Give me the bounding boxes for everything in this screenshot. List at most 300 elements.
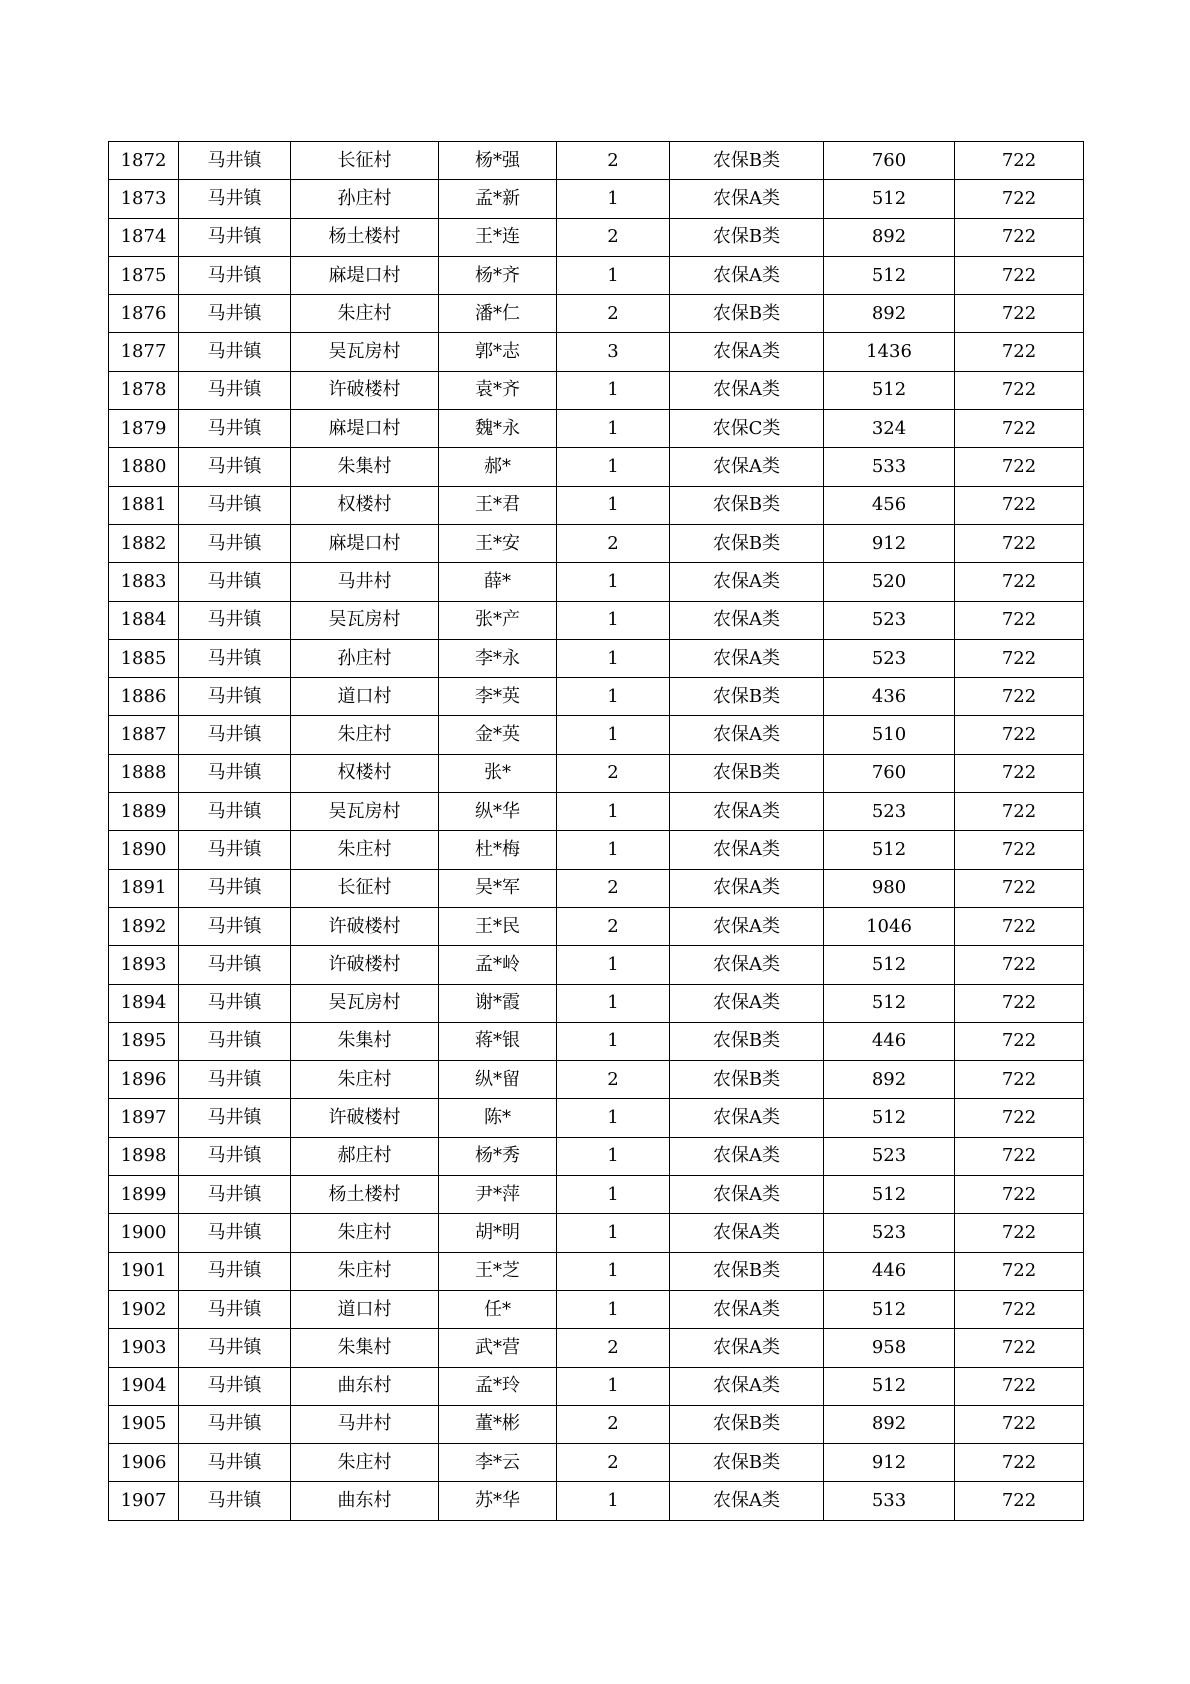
table-row [109,333,1084,371]
household-size-cell: 2 [557,524,670,562]
standard-cell: 722 [955,1137,1084,1175]
category-cell: 农保A类 [670,180,824,218]
amount-cell: 523 [824,1137,955,1175]
household-size-cell: 1 [557,1290,670,1328]
name-cell: 杨*齐 [439,256,557,294]
name-cell: 任* [439,1290,557,1328]
village-cell: 权楼村 [291,486,439,524]
town-cell: 马井镇 [179,1252,291,1290]
name-cell: 王*连 [439,218,557,256]
name-cell: 吴*军 [439,869,557,907]
category-cell: 农保A类 [670,448,824,486]
household-size-cell: 1 [557,1214,670,1252]
household-size-cell: 2 [557,907,670,945]
household-size-cell: 1 [557,946,670,984]
household-size-cell: 1 [557,678,670,716]
town-cell: 马井镇 [179,1214,291,1252]
table-row [109,1252,1084,1290]
standard-cell: 722 [955,448,1084,486]
category-cell: 农保A类 [670,371,824,409]
category-cell: 农保A类 [670,601,824,639]
standard-cell: 722 [955,295,1084,333]
standard-cell: 722 [955,793,1084,831]
amount-cell: 512 [824,1099,955,1137]
name-cell: 薛* [439,563,557,601]
village-cell: 麻堤口村 [291,524,439,562]
town-cell: 马井镇 [179,180,291,218]
village-cell: 曲东村 [291,1482,439,1520]
amount-cell: 1046 [824,907,955,945]
household-size-cell: 1 [557,371,670,409]
town-cell: 马井镇 [179,333,291,371]
category-cell: 农保B类 [670,218,824,256]
name-cell: 王*安 [439,524,557,562]
table-row [109,946,1084,984]
table-row [109,716,1084,754]
amount-cell: 446 [824,1022,955,1060]
table-row [109,984,1084,1022]
town-cell: 马井镇 [179,371,291,409]
household-size-cell: 2 [557,754,670,792]
amount-cell: 324 [824,410,955,448]
amount-cell: 456 [824,486,955,524]
name-cell: 杨*强 [439,142,557,180]
standard-cell: 722 [955,1329,1084,1367]
table-row [109,793,1084,831]
serial-number-cell: 1887 [109,716,179,754]
name-cell: 杜*梅 [439,831,557,869]
household-size-cell: 1 [557,716,670,754]
category-cell: 农保B类 [670,1022,824,1060]
village-cell: 吴瓦房村 [291,601,439,639]
town-cell: 马井镇 [179,410,291,448]
household-size-cell: 2 [557,1405,670,1443]
village-cell: 朱庄村 [291,1444,439,1482]
standard-cell: 722 [955,333,1084,371]
village-cell: 孙庄村 [291,639,439,677]
table-row [109,371,1084,409]
town-cell: 马井镇 [179,295,291,333]
amount-cell: 760 [824,754,955,792]
serial-number-cell: 1884 [109,601,179,639]
village-cell: 朱庄村 [291,295,439,333]
category-cell: 农保A类 [670,1137,824,1175]
standard-cell: 722 [955,1022,1084,1060]
village-cell: 长征村 [291,869,439,907]
serial-number-cell: 1886 [109,678,179,716]
category-cell: 农保B类 [670,1444,824,1482]
category-cell: 农保A类 [670,1176,824,1214]
table-row [109,142,1084,180]
table-row [109,1405,1084,1443]
village-cell: 麻堤口村 [291,410,439,448]
household-size-cell: 1 [557,1367,670,1405]
standard-cell: 722 [955,869,1084,907]
amount-cell: 760 [824,142,955,180]
name-cell: 张* [439,754,557,792]
household-size-cell: 1 [557,410,670,448]
village-cell: 长征村 [291,142,439,180]
name-cell: 胡*明 [439,1214,557,1252]
name-cell: 董*彬 [439,1405,557,1443]
standard-cell: 722 [955,1444,1084,1482]
village-cell: 朱集村 [291,1022,439,1060]
category-cell: 农保A类 [670,716,824,754]
amount-cell: 512 [824,1290,955,1328]
serial-number-cell: 1890 [109,831,179,869]
town-cell: 马井镇 [179,1482,291,1520]
name-cell: 杨*秀 [439,1137,557,1175]
town-cell: 马井镇 [179,907,291,945]
standard-cell: 722 [955,1176,1084,1214]
table-row [109,218,1084,256]
amount-cell: 520 [824,563,955,601]
serial-number-cell: 1874 [109,218,179,256]
household-size-cell: 1 [557,793,670,831]
standard-cell: 722 [955,218,1084,256]
household-size-cell: 2 [557,869,670,907]
category-cell: 农保B类 [670,1252,824,1290]
serial-number-cell: 1872 [109,142,179,180]
table-row [109,486,1084,524]
category-cell: 农保B类 [670,754,824,792]
village-cell: 马井村 [291,1405,439,1443]
serial-number-cell: 1905 [109,1405,179,1443]
serial-number-cell: 1888 [109,754,179,792]
household-size-cell: 1 [557,1137,670,1175]
town-cell: 马井镇 [179,1329,291,1367]
village-cell: 杨土楼村 [291,218,439,256]
village-cell: 朱庄村 [291,1214,439,1252]
household-size-cell: 2 [557,1061,670,1099]
category-cell: 农保B类 [670,142,824,180]
amount-cell: 512 [824,1176,955,1214]
village-cell: 杨土楼村 [291,1176,439,1214]
household-size-cell: 1 [557,448,670,486]
household-size-cell: 1 [557,831,670,869]
standard-cell: 722 [955,1405,1084,1443]
amount-cell: 980 [824,869,955,907]
name-cell: 李*永 [439,639,557,677]
table-row [109,1290,1084,1328]
standard-cell: 722 [955,639,1084,677]
household-size-cell: 1 [557,1099,670,1137]
table-row [109,601,1084,639]
name-cell: 孟*岭 [439,946,557,984]
table-row [109,1444,1084,1482]
standard-cell: 722 [955,486,1084,524]
amount-cell: 523 [824,601,955,639]
serial-number-cell: 1901 [109,1252,179,1290]
standard-cell: 722 [955,716,1084,754]
village-cell: 郝庄村 [291,1137,439,1175]
table-row [109,678,1084,716]
category-cell: 农保A类 [670,1290,824,1328]
village-cell: 权楼村 [291,754,439,792]
town-cell: 马井镇 [179,1022,291,1060]
serial-number-cell: 1897 [109,1099,179,1137]
household-size-cell: 1 [557,486,670,524]
village-cell: 朱庄村 [291,1061,439,1099]
standard-cell: 722 [955,754,1084,792]
amount-cell: 892 [824,218,955,256]
standard-cell: 722 [955,1290,1084,1328]
amount-cell: 533 [824,1482,955,1520]
town-cell: 马井镇 [179,1367,291,1405]
standard-cell: 722 [955,256,1084,294]
standard-cell: 722 [955,1482,1084,1520]
town-cell: 马井镇 [179,716,291,754]
name-cell: 张*产 [439,601,557,639]
village-cell: 许破楼村 [291,907,439,945]
name-cell: 尹*萍 [439,1176,557,1214]
category-cell: 农保B类 [670,524,824,562]
amount-cell: 523 [824,793,955,831]
table-row [109,295,1084,333]
village-cell: 许破楼村 [291,946,439,984]
amount-cell: 1436 [824,333,955,371]
category-cell: 农保A类 [670,333,824,371]
household-size-cell: 1 [557,256,670,294]
table-row [109,1022,1084,1060]
category-cell: 农保A类 [670,256,824,294]
town-cell: 马井镇 [179,563,291,601]
serial-number-cell: 1893 [109,946,179,984]
town-cell: 马井镇 [179,601,291,639]
town-cell: 马井镇 [179,218,291,256]
table-row [109,1137,1084,1175]
village-cell: 道口村 [291,1290,439,1328]
town-cell: 马井镇 [179,142,291,180]
serial-number-cell: 1877 [109,333,179,371]
household-size-cell: 1 [557,1176,670,1214]
village-cell: 曲东村 [291,1367,439,1405]
amount-cell: 892 [824,1061,955,1099]
village-cell: 朱庄村 [291,716,439,754]
serial-number-cell: 1876 [109,295,179,333]
table-row [109,410,1084,448]
serial-number-cell: 1889 [109,793,179,831]
table-row [109,1367,1084,1405]
table-row [109,1329,1084,1367]
serial-number-cell: 1885 [109,639,179,677]
name-cell: 陈* [439,1099,557,1137]
standard-cell: 722 [955,601,1084,639]
name-cell: 王*君 [439,486,557,524]
amount-cell: 512 [824,831,955,869]
standard-cell: 722 [955,907,1084,945]
amount-cell: 510 [824,716,955,754]
category-cell: 农保A类 [670,563,824,601]
category-cell: 农保A类 [670,1329,824,1367]
amount-cell: 512 [824,984,955,1022]
serial-number-cell: 1904 [109,1367,179,1405]
amount-cell: 892 [824,295,955,333]
household-size-cell: 2 [557,1444,670,1482]
town-cell: 马井镇 [179,1290,291,1328]
amount-cell: 958 [824,1329,955,1367]
category-cell: 农保A类 [670,831,824,869]
village-cell: 吴瓦房村 [291,333,439,371]
table-row [109,869,1084,907]
serial-number-cell: 1880 [109,448,179,486]
household-size-cell: 1 [557,1482,670,1520]
category-cell: 农保B类 [670,678,824,716]
standard-cell: 722 [955,524,1084,562]
household-size-cell: 1 [557,639,670,677]
table-row [109,448,1084,486]
town-cell: 马井镇 [179,831,291,869]
household-size-cell: 2 [557,218,670,256]
serial-number-cell: 1873 [109,180,179,218]
household-size-cell: 2 [557,142,670,180]
town-cell: 马井镇 [179,1405,291,1443]
amount-cell: 892 [824,1405,955,1443]
amount-cell: 436 [824,678,955,716]
name-cell: 魏*永 [439,410,557,448]
category-cell: 农保A类 [670,984,824,1022]
category-cell: 农保A类 [670,1482,824,1520]
town-cell: 马井镇 [179,448,291,486]
standard-cell: 722 [955,1061,1084,1099]
standard-cell: 722 [955,563,1084,601]
village-cell: 麻堤口村 [291,256,439,294]
table-row [109,1061,1084,1099]
table-row [109,831,1084,869]
town-cell: 马井镇 [179,256,291,294]
serial-number-cell: 1881 [109,486,179,524]
category-cell: 农保A类 [670,639,824,677]
serial-number-cell: 1900 [109,1214,179,1252]
category-cell: 农保B类 [670,486,824,524]
category-cell: 农保A类 [670,1099,824,1137]
amount-cell: 512 [824,371,955,409]
roster-table [108,141,1084,1521]
category-cell: 农保A类 [670,1214,824,1252]
name-cell: 王*民 [439,907,557,945]
table-row [109,1176,1084,1214]
standard-cell: 722 [955,678,1084,716]
table-row [109,639,1084,677]
town-cell: 马井镇 [179,869,291,907]
name-cell: 孟*玲 [439,1367,557,1405]
table-row [109,1482,1084,1520]
serial-number-cell: 1879 [109,410,179,448]
category-cell: 农保A类 [670,869,824,907]
serial-number-cell: 1898 [109,1137,179,1175]
amount-cell: 523 [824,1214,955,1252]
amount-cell: 512 [824,180,955,218]
amount-cell: 912 [824,1444,955,1482]
standard-cell: 722 [955,946,1084,984]
town-cell: 马井镇 [179,984,291,1022]
serial-number-cell: 1892 [109,907,179,945]
village-cell: 吴瓦房村 [291,984,439,1022]
village-cell: 吴瓦房村 [291,793,439,831]
standard-cell: 722 [955,1252,1084,1290]
amount-cell: 446 [824,1252,955,1290]
name-cell: 郭*志 [439,333,557,371]
table-row [109,256,1084,294]
household-size-cell: 1 [557,984,670,1022]
serial-number-cell: 1894 [109,984,179,1022]
standard-cell: 722 [955,371,1084,409]
serial-number-cell: 1895 [109,1022,179,1060]
serial-number-cell: 1891 [109,869,179,907]
amount-cell: 512 [824,256,955,294]
village-cell: 朱集村 [291,1329,439,1367]
standard-cell: 722 [955,831,1084,869]
household-size-cell: 2 [557,295,670,333]
serial-number-cell: 1882 [109,524,179,562]
standard-cell: 722 [955,1367,1084,1405]
town-cell: 马井镇 [179,486,291,524]
amount-cell: 523 [824,639,955,677]
household-size-cell: 1 [557,601,670,639]
town-cell: 马井镇 [179,678,291,716]
name-cell: 潘*仁 [439,295,557,333]
amount-cell: 512 [824,946,955,984]
category-cell: 农保C类 [670,410,824,448]
serial-number-cell: 1907 [109,1482,179,1520]
category-cell: 农保A类 [670,946,824,984]
town-cell: 马井镇 [179,1061,291,1099]
village-cell: 许破楼村 [291,1099,439,1137]
table-row [109,1214,1084,1252]
household-size-cell: 1 [557,1022,670,1060]
name-cell: 金*英 [439,716,557,754]
town-cell: 马井镇 [179,524,291,562]
amount-cell: 512 [824,1367,955,1405]
village-cell: 许破楼村 [291,371,439,409]
household-size-cell: 3 [557,333,670,371]
standard-cell: 722 [955,1099,1084,1137]
village-cell: 马井村 [291,563,439,601]
town-cell: 马井镇 [179,1137,291,1175]
category-cell: 农保A类 [670,793,824,831]
town-cell: 马井镇 [179,793,291,831]
table-row [109,754,1084,792]
name-cell: 李*云 [439,1444,557,1482]
amount-cell: 912 [824,524,955,562]
serial-number-cell: 1878 [109,371,179,409]
village-cell: 朱庄村 [291,1252,439,1290]
category-cell: 农保B类 [670,1061,824,1099]
household-size-cell: 2 [557,1329,670,1367]
category-cell: 农保A类 [670,907,824,945]
name-cell: 袁*齐 [439,371,557,409]
standard-cell: 722 [955,142,1084,180]
name-cell: 苏*华 [439,1482,557,1520]
household-size-cell: 1 [557,563,670,601]
town-cell: 马井镇 [179,1176,291,1214]
village-cell: 道口村 [291,678,439,716]
name-cell: 郝* [439,448,557,486]
serial-number-cell: 1883 [109,563,179,601]
town-cell: 马井镇 [179,1099,291,1137]
name-cell: 武*营 [439,1329,557,1367]
amount-cell: 533 [824,448,955,486]
village-cell: 孙庄村 [291,180,439,218]
village-cell: 朱集村 [291,448,439,486]
standard-cell: 722 [955,410,1084,448]
name-cell: 谢*霞 [439,984,557,1022]
serial-number-cell: 1906 [109,1444,179,1482]
name-cell: 纵*华 [439,793,557,831]
household-size-cell: 1 [557,1252,670,1290]
serial-number-cell: 1899 [109,1176,179,1214]
village-cell: 朱庄村 [291,831,439,869]
